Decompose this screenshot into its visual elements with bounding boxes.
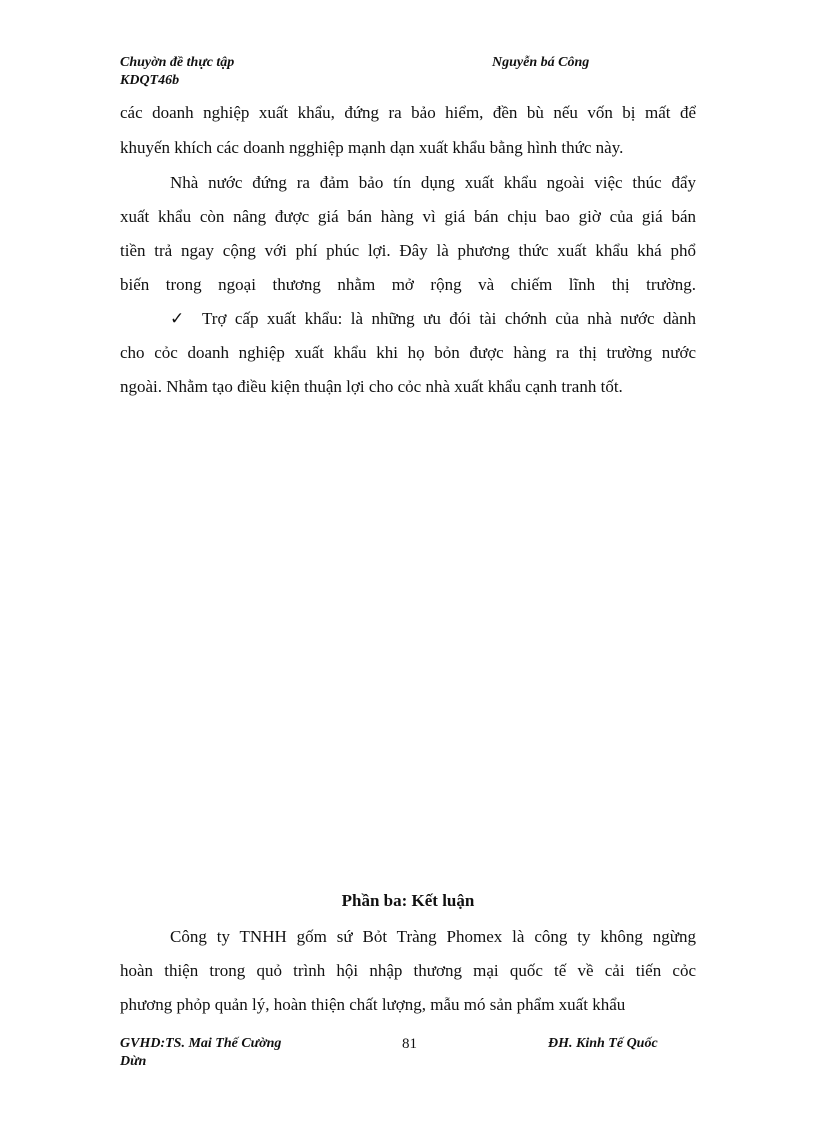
- footer-university: ĐH. Kinh Tế Quốc: [548, 1036, 658, 1051]
- page-number: 81: [402, 1036, 417, 1052]
- paragraph-line: khuyến khích các doanh ngghiệp mạnh dạn xuất khẩu bằng hình thức này.: [120, 138, 624, 157]
- footer-supervisor: [120, 1035, 281, 1071]
- conclusion-line: hoàn thiện trong quỏ trình hội nhập thương mại quốc tế về cải tiến cỏc: [120, 961, 696, 980]
- section-title: Phần ba: Kết luận: [341, 891, 475, 910]
- paragraph-line: ngoài. Nhằm tạo điều kiện thuận lợi cho cỏc nhà xuất khẩu cạnh tranh tốt.: [120, 377, 623, 396]
- header-left: [120, 54, 234, 90]
- paragraph-line: biến trong ngoại thương nhằm mở rộng và chiếm lĩnh thị trường.: [120, 275, 696, 294]
- paragraph-line: Trợ cấp xuất khẩu: là những ưu đói tài chớnh của nhà nước dành: [202, 309, 696, 328]
- header-course-title: Chuyờn đề thực tập: [120, 55, 235, 70]
- footer-university-cont: Dừn: [120, 1054, 147, 1069]
- footer-supervisor-name: GVHD:TS. Mai Thế Cường: [120, 1036, 282, 1051]
- paragraph-line: xuất khẩu còn nâng được giá bán hàng vì giá bán chịu bao giờ của giá bán: [120, 207, 696, 226]
- checkmark-icon: ✓: [170, 309, 185, 328]
- conclusion-line: phương phỏp quản lý, hoàn thiện chất lượng, mẫu mó sản phẩm xuất khẩu: [120, 995, 626, 1014]
- paragraph-line: Nhà nước đứng ra đảm bảo tín dụng xuất khẩu ngoài việc thúc đẩy: [170, 173, 696, 192]
- conclusion-line: Công ty TNHH gốm sứ Bỏt Tràng Phomex là công ty không ngừng: [170, 927, 696, 946]
- header-class-code: KDQT46b: [120, 73, 180, 88]
- paragraph-line: cho cỏc doanh nghiệp xuất khẩu khi họ bỏn được hàng ra thị trường nước: [120, 343, 696, 362]
- paragraph-line: các doanh nghiệp xuất khẩu, đứng ra bảo hiểm, đền bù nếu vốn bị mất để: [120, 103, 696, 122]
- header-author: Nguyễn bá Công: [492, 55, 590, 70]
- paragraph-line: tiền trả ngay cộng với phí phúc lợi. Đây là phương thức xuất khẩu khá phổ: [120, 241, 696, 260]
